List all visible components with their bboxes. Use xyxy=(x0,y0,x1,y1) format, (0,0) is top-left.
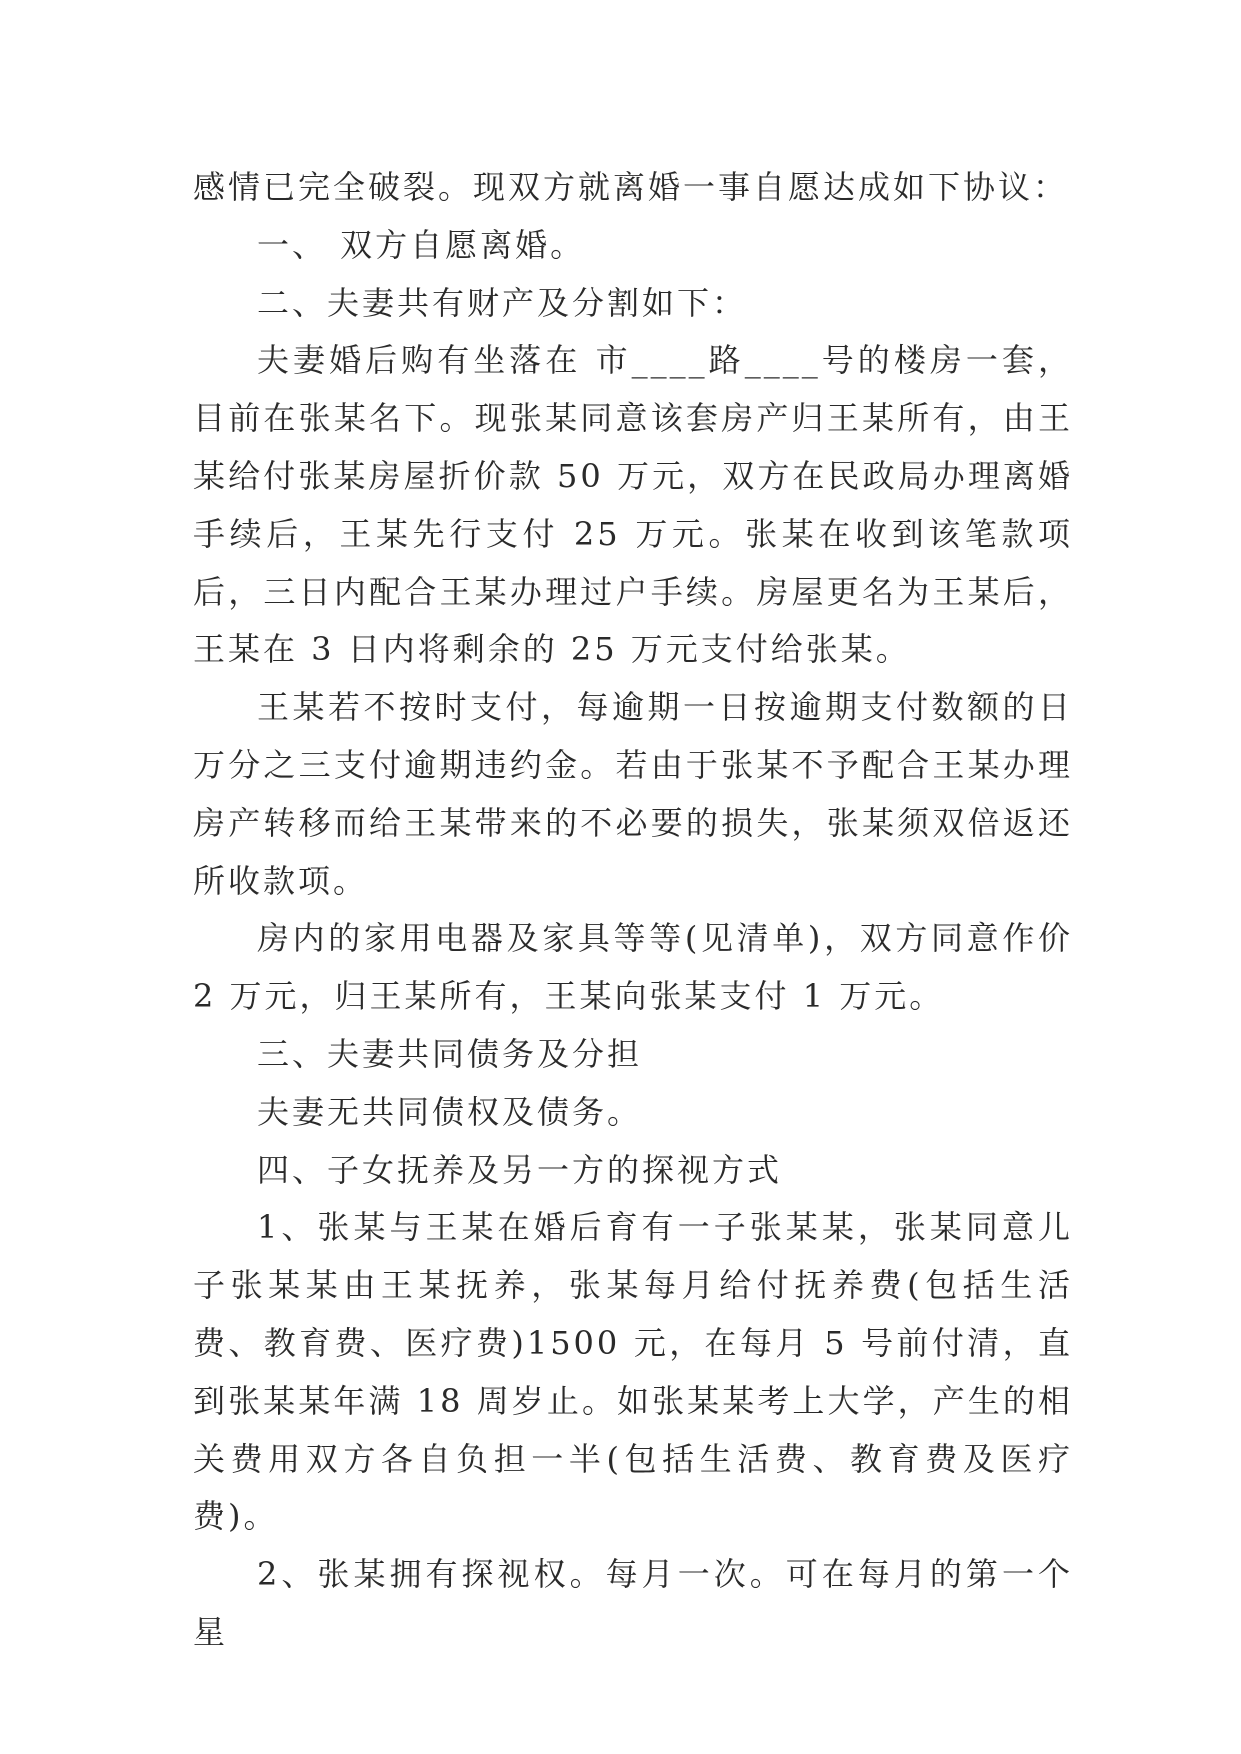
paragraph-opening: 感情已完全破裂。现双方就离婚一事自愿达成如下协议： xyxy=(193,168,1069,206)
paragraph-visitation: 2、张某拥有探视权。每月一次。可在每月的第一个星 xyxy=(193,1555,1073,1651)
paragraph-furniture: 房内的家用电器及家具等等(见清单)，双方同意作价 2 万元，归王某所有，王某向张某支付 1 万元。 xyxy=(193,919,1073,1016)
paragraph-house-division: 夫妻婚后购有坐落在 市____路____号的楼房一套，目前在张某名下。现张某同意该套房产归王某所有，由王某给付张某房屋折价款 50 万元，双方在民政局办理离婚手续后，王某先行支付 25 万元。张某在收到该笔款项后，三日内配合王某办理过户手续。房屋更名为王某后，王某在 3 日内将剩余的 25 万元支付给张某。 xyxy=(193,341,1073,669)
paragraph-late-payment: 王某若不按时支付，每逾期一日按逾期支付数额的日万分之三支付逾期违约金。若由于张某不予配合王某办理房产转移而给王某带来的不必要的损失，张某须双倍返还所收款项。 xyxy=(193,688,1073,900)
paragraph-clause-2-heading: 二、夫妻共有财产及分割如下： xyxy=(257,283,748,322)
paragraph-clause-4-heading: 四、子女抚养及另一方的探视方式 xyxy=(257,1150,783,1189)
paragraph-clause-1: 一、 双方自愿离婚。 xyxy=(257,225,586,264)
paragraph-debts: 夫妻无共同债权及债务。 xyxy=(257,1092,643,1131)
paragraph-child-support: 1、张某与王某在婚后育有一子张某某，张某同意儿子张某某由王某抚养，张某每月给付抚养费(包括生活费、教育费、医疗费)1500 元，在每月 5 号前付清，直到张某某年满 18 周岁止。如张某某考上大学，产生的相关费用双方各自负担一半(包括生活费、教育费及医疗费)。 xyxy=(193,1208,1073,1536)
paragraph-clause-3-heading: 三、夫妻共同债务及分担 xyxy=(257,1034,643,1073)
document-body xyxy=(193,159,1073,1662)
